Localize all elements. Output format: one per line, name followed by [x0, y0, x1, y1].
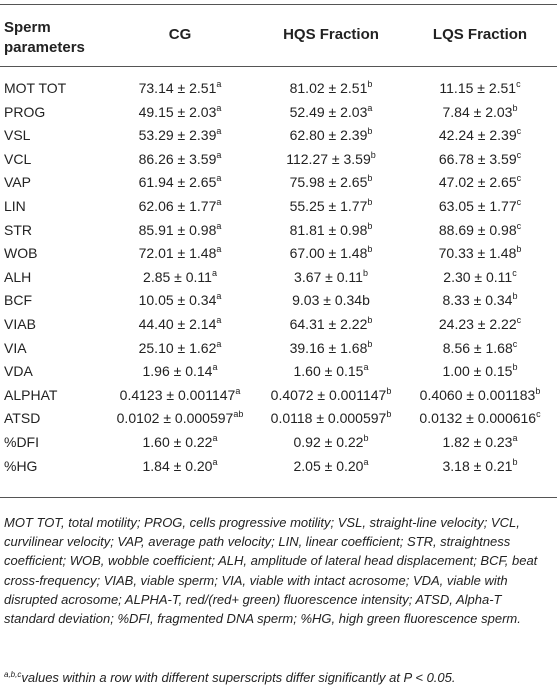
table-row [0, 220, 557, 244]
hqs-value [256, 127, 406, 143]
row-label: VAP [4, 174, 31, 191]
hqs-value-text: 9.03 ± 0.34b [292, 292, 370, 309]
hqs-value [256, 410, 406, 426]
cg-value [110, 458, 250, 474]
lqs-value-text: 3.18 ± 0.21 [442, 457, 513, 474]
cg-value-text: 72.01 ± 1.48 [138, 245, 217, 262]
cg-value-superscript: a [216, 338, 222, 349]
lqs-value-superscript: c [516, 126, 522, 137]
cg-value [110, 245, 250, 261]
lqs-value-text: 0.0132 ± 0.000616 [419, 410, 537, 427]
table-row [0, 125, 557, 149]
hqs-value-superscript: b [370, 149, 376, 160]
cg-value-superscript: a [216, 126, 222, 137]
table-row [0, 102, 557, 126]
row-label: ATSD [4, 410, 41, 427]
lqs-value-text: 24.23 ± 2.22 [438, 315, 517, 332]
lqs-value [404, 174, 556, 190]
cg-value-superscript: a [235, 385, 241, 396]
lqs-value-superscript: c [536, 409, 541, 420]
hqs-value [256, 245, 406, 261]
lqs-value-superscript: b [512, 456, 518, 467]
header-rule [0, 66, 557, 67]
lqs-value-superscript: c [512, 267, 517, 278]
cg-value-superscript: a [216, 244, 222, 255]
hqs-value [256, 292, 406, 308]
cg-value-text: 62.06 ± 1.77 [138, 197, 217, 214]
lqs-value-text: 8.33 ± 0.34 [442, 292, 513, 309]
hqs-value-superscript: b [367, 220, 373, 231]
row-label: VSL [4, 127, 31, 144]
lqs-value [404, 316, 556, 332]
cg-value-superscript: a [216, 291, 222, 302]
hqs-value [256, 340, 406, 356]
lqs-value-text: 2.30 ± 0.11 [443, 268, 513, 285]
header-param-line2: parameters [4, 39, 85, 56]
table-body [0, 78, 557, 479]
hqs-value-superscript: a [363, 456, 369, 467]
hqs-value [256, 387, 406, 403]
cg-value-superscript: a [216, 149, 222, 160]
hqs-value-superscript: b [367, 126, 373, 137]
hqs-value-superscript: b [362, 267, 368, 278]
cg-value-superscript: a [216, 102, 222, 113]
hqs-value [256, 222, 406, 238]
cg-value-text: 86.26 ± 3.59 [138, 150, 217, 167]
header-cg: CG [168, 26, 192, 43]
hqs-value-text: 64.31 ± 2.22 [289, 315, 368, 332]
hqs-value-text: 0.4072 ± 0.001147 [270, 386, 387, 403]
lqs-value [404, 151, 556, 167]
hqs-value [256, 104, 406, 120]
table-row [0, 361, 557, 385]
cg-value-superscript: ab [233, 409, 244, 420]
table-row [0, 338, 557, 362]
cg-value [110, 410, 250, 426]
lqs-value-text: 47.02 ± 2.65 [438, 174, 517, 191]
cg-value-text: 10.05 ± 0.34 [138, 292, 217, 309]
lqs-value [404, 269, 556, 285]
row-label: PROG [4, 103, 46, 120]
lqs-value [404, 387, 556, 403]
hqs-value-superscript: b [367, 314, 373, 325]
lqs-value [404, 363, 556, 379]
table-row [0, 172, 557, 196]
cg-value [110, 104, 250, 120]
hqs-value-text: 0.92 ± 0.22 [293, 433, 364, 450]
hqs-value [256, 363, 406, 379]
lqs-value-text: 7.84 ± 2.03 [442, 103, 513, 120]
cg-value-superscript: a [216, 79, 222, 89]
abbreviations-footnote: MOT TOT, total motility; PROG, cells progressive motility; VSL, straight-line velocity; VCL, curvilinear velocity; VAP, average path velocity; LIN, linear coefficient; STR, straightness coefficient; WOB, wobble coefficient; ALH, amplitude of lateral head displacement; BCF, beat cross-frequency; VIAB, viable sperm; VIA, viable with intact acrosome; VDA, viable with disrupted acrosome; ALPHA-T, red/(red+ green) fluorescence intensity; ATSD, Alpha-T standard deviation; %DFI, fragmented DNA sperm; %HG, high green fluorescence sperm. [4, 515, 538, 627]
cg-value [110, 269, 250, 285]
cg-value [110, 151, 250, 167]
hqs-value-superscript: b [367, 196, 373, 207]
top-rule [0, 4, 557, 5]
row-label: VCL [4, 150, 32, 167]
cg-value [110, 434, 250, 450]
cg-value [110, 80, 250, 96]
table-header [0, 12, 557, 56]
lqs-value-text: 70.33 ± 1.48 [438, 245, 517, 262]
hqs-value-superscript: b [363, 432, 369, 443]
hqs-value [256, 80, 406, 96]
cg-value-superscript: a [216, 173, 222, 184]
lqs-value-superscript: b [535, 385, 541, 396]
lqs-value-text: 0.4060 ± 0.001183 [419, 386, 536, 403]
significance-note [4, 670, 552, 685]
cg-value [110, 292, 250, 308]
cg-value-text: 85.91 ± 0.98 [138, 221, 217, 238]
cg-value [110, 316, 250, 332]
cg-value-superscript: a [211, 267, 217, 278]
lqs-value [404, 458, 556, 474]
table-row [0, 385, 557, 409]
row-label: WOB [4, 245, 38, 262]
lqs-value [404, 292, 556, 308]
table-row [0, 314, 557, 338]
row-label: ALH [4, 268, 32, 285]
cg-value-superscript: a [216, 220, 222, 231]
cg-value-text: 53.29 ± 2.39 [138, 127, 217, 144]
row-label: VDA [4, 363, 33, 380]
cg-value [110, 387, 250, 403]
hqs-value-superscript: a [363, 362, 369, 373]
bottom-rule [0, 497, 557, 498]
lqs-value [404, 198, 556, 214]
table-row [0, 432, 557, 456]
lqs-value-text: 11.15 ± 2.51 [439, 80, 517, 96]
lqs-value [404, 127, 556, 143]
row-label: MOT TOT [4, 80, 67, 96]
lqs-value [404, 245, 556, 261]
lqs-value [404, 222, 556, 238]
lqs-value-text: 63.05 ± 1.77 [438, 197, 517, 214]
hqs-value-text: 81.81 ± 0.98 [289, 221, 368, 238]
cg-value-text: 0.4123 ± 0.001147 [119, 386, 236, 403]
hqs-value-text: 0.0118 ± 0.000597 [270, 410, 387, 427]
lqs-value [404, 410, 556, 426]
lqs-value-superscript: c [516, 314, 522, 325]
cg-value [110, 340, 250, 356]
row-label: %DFI [4, 433, 39, 450]
row-label: STR [4, 221, 32, 238]
table-row [0, 456, 557, 480]
lqs-value-superscript: b [516, 244, 522, 255]
lqs-value-superscript: c [516, 196, 522, 207]
cg-value-superscript: a [216, 314, 222, 325]
lqs-value-superscript: b [512, 291, 518, 302]
cg-value-superscript: a [212, 456, 218, 467]
cg-value [110, 222, 250, 238]
lqs-value-text: 66.78 ± 3.59 [438, 150, 517, 167]
cg-value [110, 127, 250, 143]
hqs-value-superscript: b [386, 409, 392, 420]
hqs-value [256, 198, 406, 214]
hqs-value-text: 67.00 ± 1.48 [289, 245, 368, 262]
cg-value [110, 363, 250, 379]
cg-value-superscript: a [212, 362, 218, 373]
table-row [0, 78, 557, 102]
cg-value-superscript: a [216, 196, 222, 207]
cg-value-text: 2.85 ± 0.11 [143, 268, 212, 285]
cg-value-superscript: a [212, 432, 218, 443]
hqs-value-superscript: b [367, 79, 373, 89]
lqs-value [404, 434, 556, 450]
table-row [0, 267, 557, 291]
lqs-value [404, 104, 556, 120]
hqs-value [256, 316, 406, 332]
cg-value-text: 49.15 ± 2.03 [138, 103, 217, 120]
table-row [0, 408, 557, 432]
cg-value-text: 1.60 ± 0.22 [142, 433, 213, 450]
lqs-value-superscript: c [516, 149, 522, 160]
lqs-value-superscript: a [512, 432, 518, 443]
hqs-value-text: 3.67 ± 0.11 [294, 268, 363, 285]
row-label: LIN [4, 197, 26, 214]
header-param-line1: Sperm [4, 19, 51, 36]
table-row [0, 149, 557, 173]
hqs-value-text: 52.49 ± 2.03 [289, 103, 368, 120]
row-label: BCF [4, 292, 32, 309]
lqs-value-superscript: c [516, 79, 521, 89]
hqs-value-superscript: a [367, 102, 373, 113]
cg-value-text: 1.84 ± 0.20 [142, 457, 213, 474]
row-label: VIA [4, 339, 27, 356]
significance-superscripts: a,b,c [4, 670, 22, 679]
hqs-value-text: 81.02 ± 2.51 [289, 80, 368, 96]
hqs-value-superscript: b [367, 244, 373, 255]
lqs-value-superscript: c [516, 173, 522, 184]
cg-value [110, 174, 250, 190]
table-row [0, 196, 557, 220]
lqs-value-text: 1.82 ± 0.23 [442, 433, 513, 450]
hqs-value [256, 174, 406, 190]
cg-value-text: 61.94 ± 2.65 [138, 174, 217, 191]
header-lqs: LQS Fraction [432, 26, 528, 43]
lqs-value-text: 88.69 ± 0.98 [438, 221, 517, 238]
header-hqs: HQS Fraction [283, 26, 379, 43]
cg-value-text: 25.10 ± 1.62 [138, 339, 217, 356]
lqs-value-superscript: c [516, 220, 522, 231]
hqs-value-text: 2.05 ± 0.20 [293, 457, 364, 474]
table-row [0, 243, 557, 267]
lqs-value [404, 340, 556, 356]
cg-value [110, 198, 250, 214]
hqs-value [256, 458, 406, 474]
cg-value-text: 0.0102 ± 0.000597 [116, 410, 234, 427]
table-row [0, 290, 557, 314]
hqs-value-superscript: b [367, 173, 373, 184]
hqs-value [256, 151, 406, 167]
hqs-value [256, 434, 406, 450]
lqs-value-superscript: c [512, 338, 518, 349]
significance-text: values within a row with different superscripts differ significantly at P < 0.05. [21, 670, 456, 685]
hqs-value-text: 75.98 ± 2.65 [289, 174, 368, 191]
lqs-value-superscript: b [512, 102, 518, 113]
lqs-value-text: 42.24 ± 2.39 [438, 127, 517, 144]
hqs-value-superscript: b [386, 385, 392, 396]
hqs-value-text: 112.27 ± 3.59 [286, 150, 371, 167]
hqs-value [256, 269, 406, 285]
hqs-value-text: 55.25 ± 1.77 [289, 197, 368, 214]
header-parameters [4, 18, 85, 58]
lqs-value-text: 1.00 ± 0.15 [442, 363, 513, 380]
lqs-value-text: 8.56 ± 1.68 [442, 339, 513, 356]
row-label: ALPHAT [4, 386, 58, 403]
lqs-value [404, 80, 556, 96]
cg-value-text: 1.96 ± 0.14 [142, 363, 213, 380]
hqs-value-text: 39.16 ± 1.68 [289, 339, 368, 356]
row-label: %HG [4, 457, 38, 474]
cg-value-text: 73.14 ± 2.51 [138, 80, 217, 96]
hqs-value-superscript: b [367, 338, 373, 349]
lqs-value-superscript: b [512, 362, 518, 373]
hqs-value-text: 1.60 ± 0.15 [293, 363, 364, 380]
row-label: VIAB [4, 315, 36, 332]
hqs-value-text: 62.80 ± 2.39 [289, 127, 368, 144]
cg-value-text: 44.40 ± 2.14 [138, 315, 217, 332]
